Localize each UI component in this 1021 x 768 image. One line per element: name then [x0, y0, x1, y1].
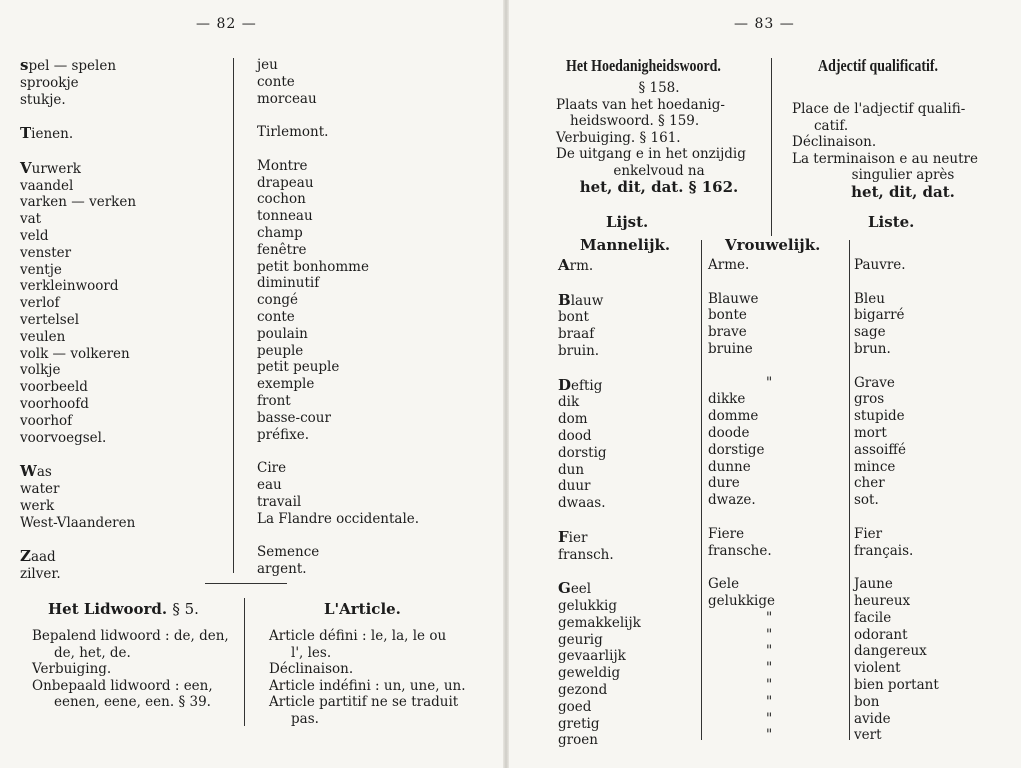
dutch-word: voorhoofd	[20, 395, 89, 412]
french-word: eau	[257, 476, 282, 493]
french-word: morceau	[257, 90, 317, 107]
article-fr-title: L'Article.	[324, 600, 401, 618]
feminine-adjective: dure	[708, 475, 740, 492]
article-nl-line: Verbuiging.	[32, 661, 112, 677]
french-word: congé	[257, 292, 299, 309]
adjective-nl-line: enkelvoud na	[613, 162, 705, 179]
masculine-header: Mannelijk.	[580, 236, 671, 254]
blank-line	[20, 108, 230, 125]
masculine-adjective: Blauw	[558, 290, 604, 309]
french-word: préfixe.	[257, 426, 309, 443]
french-word: drapeau	[257, 174, 314, 191]
masculine-adjective: geweldig	[558, 665, 621, 682]
feminine-adjective: domme	[708, 408, 759, 425]
french-word: basse-cour	[257, 409, 331, 426]
feminine-header: Vrouwelijk.	[725, 236, 821, 254]
feminine-adjective: gelukkige	[708, 592, 775, 609]
feminine-adjective: "	[766, 609, 773, 626]
article-nl-line: de, het, de.	[54, 644, 131, 661]
adjective-nl-body	[556, 80, 762, 196]
feminine-adjective: dwaze.	[708, 492, 756, 509]
french-word: petit peuple	[257, 359, 340, 376]
masculine-adjective: braaf	[558, 326, 595, 343]
column-divider	[233, 58, 234, 573]
dutch-word: Tienen.	[20, 124, 74, 143]
article-nl-line: eenen, eene, een. § 39.	[54, 694, 211, 710]
dutch-word: spel — spelen	[20, 56, 117, 74]
article-nl-line: Onbepaald lidwoord : een,	[32, 677, 213, 694]
masculine-adjective: bont	[558, 309, 589, 326]
french-adjective: heureux	[854, 592, 911, 609]
masculine-adjective: Deftig	[558, 375, 603, 394]
blank-line	[558, 360, 698, 377]
feminine-adjective: dikke	[708, 391, 746, 408]
page-dash-right: —	[779, 16, 795, 32]
dutch-word: voorvoegsel.	[20, 429, 107, 446]
french-adjective: assoiffé	[854, 441, 906, 458]
french-adjective-list	[854, 257, 1014, 744]
dutch-word: Vurwerk	[20, 158, 81, 177]
blank-line	[20, 143, 230, 160]
article-fr-line: Déclinaison.	[269, 661, 354, 677]
dutch-word: vertelsel	[20, 311, 80, 328]
french-word: travail	[257, 493, 302, 510]
french-adjective: Jaune	[854, 576, 893, 593]
masculine-adjective: dom	[558, 411, 588, 428]
article-fr-line: Article partitif ne se traduit	[269, 694, 459, 710]
article-fr-body	[269, 628, 497, 727]
feminine-adjective: Gele	[708, 576, 740, 593]
dutch-word: volk — volkeren	[20, 345, 130, 362]
feminine-list	[708, 257, 846, 744]
masculine-adjective: dood	[558, 427, 592, 444]
page-dash-left: —	[734, 16, 749, 32]
article-nl-title: Het Lidwoord.	[48, 600, 168, 618]
dutch-word: West-Vlaanderen	[20, 514, 136, 531]
french-adjective: sot.	[854, 492, 879, 509]
dutch-word: ventje	[20, 261, 62, 278]
adjective-fr-line: catif.	[814, 117, 849, 134]
adjective-fr-line: La terminaison e au neutre	[792, 150, 978, 167]
adjective-fr-body	[792, 101, 1014, 200]
blank-line	[558, 563, 698, 580]
adjective-fr-line: Déclinaison.	[792, 134, 877, 150]
dutch-word: veld	[20, 227, 49, 244]
french-word: diminutif	[257, 275, 320, 292]
french-word: La Flandre occidentale.	[257, 510, 420, 527]
feminine-adjective: brave	[708, 324, 747, 341]
dutch-word: varken — verken	[20, 194, 137, 211]
article-nl-section: § 5.	[172, 600, 199, 618]
french-word-list	[257, 57, 497, 578]
french-adjective: cher	[854, 475, 885, 492]
french-adjective: gros	[854, 391, 885, 408]
adjective-fr-line: singulier après	[851, 167, 955, 183]
adjective-fr-line: het, dit, dat.	[851, 182, 955, 201]
article-fr-line: Article indéfini : un, une, un.	[269, 677, 466, 694]
masculine-adjective: gretig	[558, 715, 600, 732]
blank-line	[854, 559, 1014, 576]
dutch-word: zilver.	[20, 565, 61, 582]
masculine-adjective: groen	[558, 732, 598, 749]
left-page	[0, 0, 505, 768]
dutch-word: Was	[20, 462, 52, 481]
french-adjective: brun.	[854, 340, 891, 357]
blank-line	[20, 446, 230, 463]
section-divider	[205, 583, 287, 584]
feminine-adjective: "	[766, 693, 773, 710]
dutch-word: stukje.	[20, 91, 66, 108]
masculine-adjective: Arm.	[558, 256, 594, 274]
page-number-left: — 82 —	[196, 16, 257, 32]
feminine-adjective: "	[766, 626, 773, 643]
french-adjective: dangereux	[854, 643, 927, 660]
dutch-word: voorhof	[20, 412, 73, 429]
blank-line	[20, 531, 230, 548]
adjective-nl-section: § 158.	[638, 80, 680, 96]
feminine-adjective: "	[766, 374, 773, 391]
masculine-list	[558, 257, 698, 749]
adjective-nl-line: Verbuiging. § 161.	[556, 129, 681, 146]
french-word: Semence	[257, 544, 320, 561]
french-adjective: Fier	[854, 525, 883, 542]
blank-line	[854, 509, 1014, 526]
french-word: front	[257, 392, 291, 409]
article-fr-line: pas.	[291, 710, 319, 727]
adjective-nl-title: Het Hoedanigheidswoord.	[566, 56, 721, 75]
dutch-word: sprookje	[20, 74, 79, 91]
dutch-word: vaandel	[20, 177, 74, 194]
french-adjective: vert	[854, 727, 882, 744]
list-label-nl: Lijst.	[606, 213, 649, 231]
dutch-word: volkje	[20, 362, 61, 379]
adjective-nl-line: Plaats van het hoedanig-	[556, 96, 725, 113]
feminine-adjective: "	[766, 710, 773, 727]
masculine-adjective: gemakkelijk	[558, 614, 641, 631]
masculine-adjective: Fier	[558, 527, 588, 546]
article-nl-heading	[48, 600, 199, 618]
french-adjective: Bleu	[854, 290, 885, 307]
dutch-word: vat	[20, 211, 42, 228]
feminine-adjective: bonte	[708, 307, 747, 324]
french-word: Tirlemont.	[257, 124, 329, 141]
adjective-fr-line: Place de l'adjectif qualifi-	[792, 101, 966, 117]
french-adjective: stupide	[854, 408, 905, 425]
feminine-adjective: "	[766, 643, 773, 660]
french-adjective: mort	[854, 424, 887, 441]
dutch-word: water	[20, 480, 60, 497]
french-adjective: Pauvre.	[854, 257, 906, 273]
adjective-nl-line: het, dit, dat. § 162.	[579, 178, 739, 196]
page-number-right	[734, 16, 795, 32]
masculine-adjective: dun	[558, 461, 585, 478]
feminine-adjective: Fiere	[708, 525, 745, 542]
masculine-adjective: bruin.	[558, 342, 600, 359]
french-word: Cire	[257, 460, 287, 477]
french-word: tonneau	[257, 208, 313, 225]
article-nl-line: Bepalend lidwoord : de, den,	[32, 628, 229, 644]
article-nl-body	[32, 628, 237, 711]
article-divider	[244, 598, 245, 726]
feminine-adjective: "	[766, 676, 773, 693]
french-word: conte	[257, 73, 295, 90]
french-word: poulain	[257, 325, 308, 342]
blank-line	[257, 141, 497, 158]
dutch-word: venster	[20, 244, 72, 261]
french-word: Montre	[257, 157, 308, 174]
column-divider	[849, 240, 850, 740]
article-fr-line: Article défini : le, la, le ou	[269, 628, 447, 644]
blank-line	[708, 509, 846, 526]
feminine-adjective: Blauwe	[708, 290, 759, 307]
masculine-adjective: dorstig	[558, 444, 607, 461]
blank-line	[558, 275, 698, 292]
french-word: champ	[257, 224, 303, 241]
french-word: jeu	[257, 57, 278, 73]
feminine-adjective: fransche.	[708, 542, 772, 559]
french-adjective: facile	[854, 609, 892, 626]
blank-line	[558, 512, 698, 529]
french-adjective: bigarré	[854, 307, 905, 324]
masculine-adjective: fransch.	[558, 546, 614, 563]
dutch-word: voorbeeld	[20, 379, 88, 396]
french-adjective: Grave	[854, 374, 895, 391]
feminine-adjective: doode	[708, 424, 750, 441]
blank-line	[708, 358, 846, 375]
blank-line	[257, 107, 497, 124]
french-adjective: sage	[854, 324, 886, 341]
dutch-word: werk	[20, 497, 55, 514]
blank-line	[257, 527, 497, 544]
feminine-adjective: "	[766, 660, 773, 677]
masculine-adjective: gevaarlijk	[558, 648, 626, 665]
blank-line	[257, 443, 497, 460]
dutch-word-list	[20, 57, 230, 583]
masculine-adjective: dik	[558, 394, 580, 411]
french-word: argent.	[257, 560, 307, 577]
adjective-nl-line: De uitgang e in het onzijdig	[556, 146, 746, 162]
heading-divider	[771, 58, 772, 236]
feminine-adjective: "	[766, 727, 773, 744]
dutch-word: Zaad	[20, 547, 56, 566]
blank-line	[854, 274, 1014, 291]
french-adjective: avide	[854, 710, 891, 727]
adjective-nl-line: heidswoord. § 159.	[570, 113, 700, 129]
french-adjective: bien portant	[854, 676, 939, 693]
blank-line	[854, 358, 1014, 375]
feminine-adjective: Arme.	[708, 257, 750, 273]
dutch-word: veulen	[20, 328, 66, 345]
french-word: cochon	[257, 191, 306, 208]
french-adjective: violent	[854, 660, 901, 677]
blank-line	[708, 559, 846, 576]
feminine-adjective: dunne	[708, 458, 751, 475]
masculine-adjective: Geel	[558, 579, 592, 598]
column-divider	[701, 240, 702, 740]
masculine-adjective: gelukkig	[558, 597, 617, 614]
masculine-adjective: dwaas.	[558, 495, 606, 512]
french-adjective: bon	[854, 693, 880, 710]
masculine-adjective: geurig	[558, 631, 603, 648]
french-word: fenêtre	[257, 241, 307, 258]
french-adjective: mince	[854, 458, 896, 475]
masculine-adjective: goed	[558, 698, 592, 715]
feminine-adjective: dorstige	[708, 441, 765, 458]
masculine-adjective: duur	[558, 478, 591, 495]
dutch-word: verkleinwoord	[20, 278, 119, 295]
right-page	[508, 0, 1021, 768]
french-word: conte	[257, 308, 295, 325]
french-word: peuple	[257, 342, 304, 359]
blank-line	[708, 274, 846, 291]
french-word: petit bonhomme	[257, 258, 369, 275]
page-number-value: 83	[754, 16, 775, 32]
french-word: exemple	[257, 376, 315, 393]
masculine-adjective: gezond	[558, 681, 608, 698]
feminine-adjective: bruine	[708, 340, 753, 357]
list-label-fr: Liste.	[868, 213, 915, 231]
french-adjective: français.	[854, 542, 914, 559]
adjective-fr-title: Adjectif qualificatif.	[818, 56, 939, 75]
french-adjective: odorant	[854, 626, 908, 643]
dutch-word: verlof	[20, 295, 60, 312]
article-fr-line: l', les.	[291, 644, 332, 661]
